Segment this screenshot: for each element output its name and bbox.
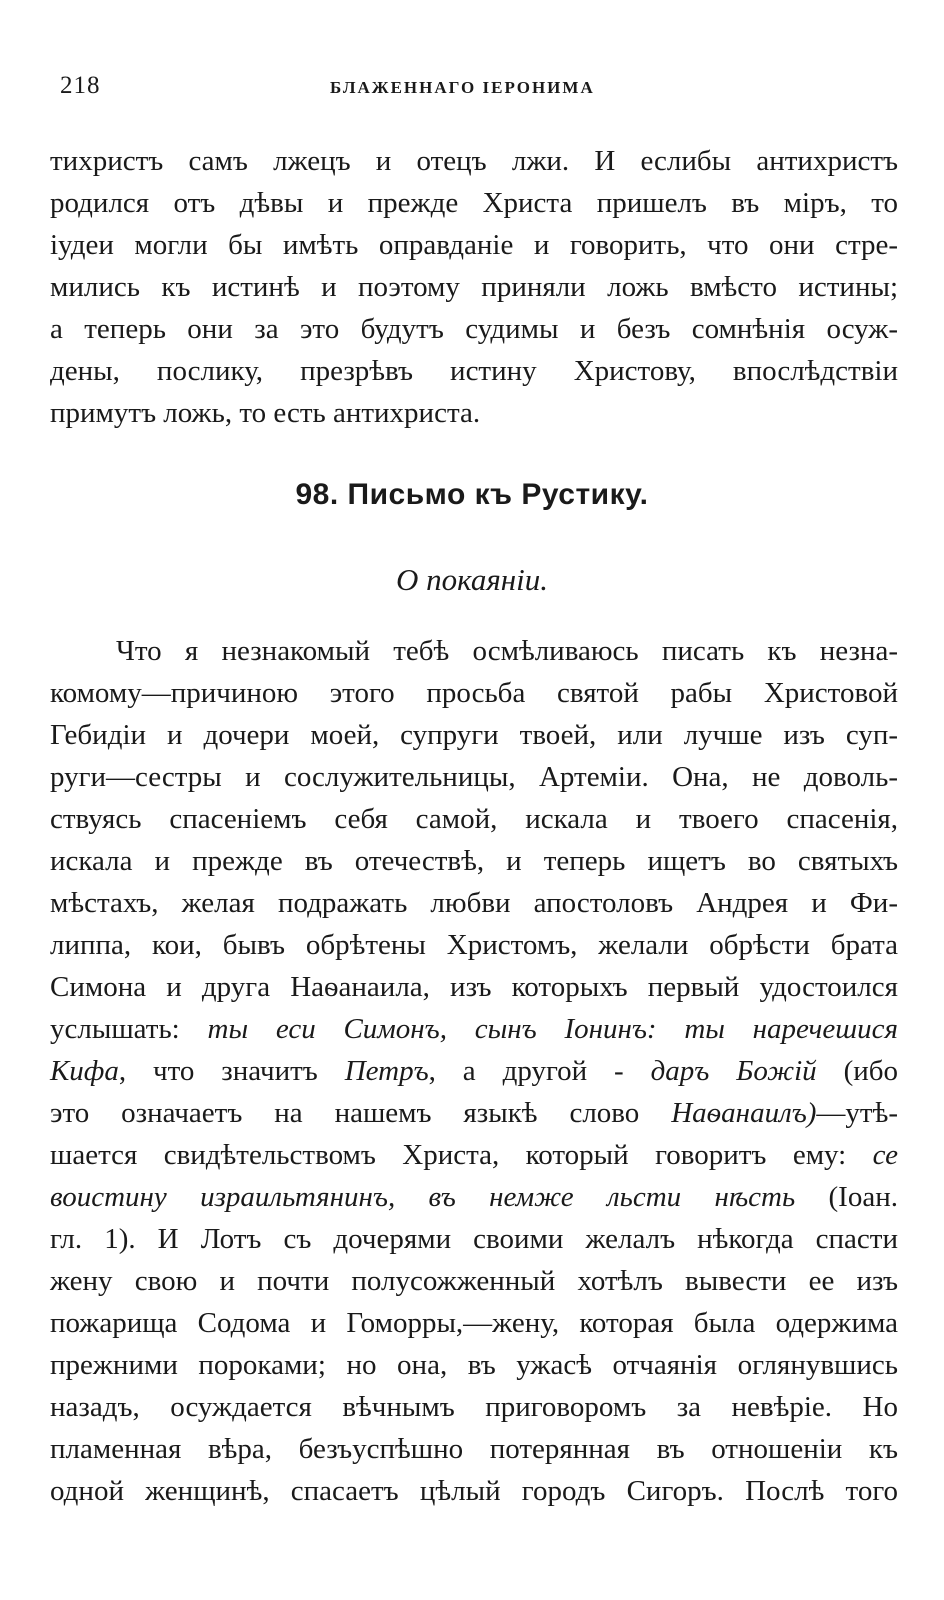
quotation: Наѳанаилъ) <box>671 1097 817 1129</box>
text-line: искала и прежде въ отечествѣ, и теперь ищетъ во святыхъ <box>50 845 898 877</box>
text-line <box>50 1092 898 1134</box>
text-line: комому—причиною этого просьба святой рабы Христовой <box>50 677 898 709</box>
text-run: (ибо <box>816 1055 899 1087</box>
text-line: Гебидіи и дочери моей, супруги твоей, или лучше изъ суп- <box>50 719 898 751</box>
running-head: БЛАЖЕННАГО ІЕРОНИМА <box>330 78 595 97</box>
text-run: , а другой - <box>428 1055 651 1087</box>
text-line: а теперь они за это будутъ судимы и безъ сомнѣнія осуж- <box>50 313 898 345</box>
text-run: это означаетъ на нашемъ языкѣ слово <box>50 1097 672 1129</box>
section-subtitle: О покаяніи. <box>395 562 549 597</box>
text-run: (Іоан. <box>795 1181 898 1213</box>
quotation: Кифа <box>50 1055 119 1087</box>
text-run: , что значитъ <box>118 1055 345 1087</box>
text-line: прежними пороками; но она, въ ужасѣ отчаянія оглянувшись <box>50 1349 898 1381</box>
text-line: мились къ истинѣ и поэтому приняли ложь вмѣсто истины; <box>50 271 898 303</box>
text-run: услышать: <box>50 1013 208 1045</box>
page-header <box>60 72 884 108</box>
quotation: ты еси Симонъ, сынъ Іонинъ: ты наречешися <box>207 1013 898 1045</box>
text-line: Что я незнакомый тебѣ осмѣливаюсь писать къ незна- <box>116 635 898 667</box>
text-line: назадъ, осуждается вѣчнымъ приговоромъ за невѣріе. Но <box>50 1391 898 1423</box>
text-line: одной женщинѣ, спасаетъ цѣлый городъ Сигоръ. Послѣ того <box>50 1475 898 1507</box>
text-line <box>50 1134 898 1176</box>
quotation: даръ Божій <box>650 1055 817 1087</box>
text-line: іудеи могли бы имѣть оправданіе и говорить, что они стре- <box>50 229 898 261</box>
quotation: воистину израильтянинъ, въ немже льсти нѣсть <box>50 1181 796 1213</box>
body-paragraph <box>50 630 898 1512</box>
text-line: примутъ ложь, то есть антихриста. <box>50 397 481 429</box>
text-line <box>50 1008 898 1050</box>
text-line: липпа, кои, бывъ обрѣтены Христомъ, желали обрѣсти брата <box>50 929 898 961</box>
text-run: шается свидѣтельствомъ Христа, который говоритъ ему: <box>50 1139 873 1171</box>
text-line <box>50 1050 898 1092</box>
text-line: тихристъ самъ лжецъ и отецъ лжи. И еслибы антихристъ <box>50 145 898 177</box>
text-line: пламенная вѣра, безъуспѣшно потерянная въ отношеніи къ <box>50 1433 898 1465</box>
text-line: пожарища Содома и Гоморры,—жену, которая была одержима <box>50 1307 898 1339</box>
section-heading: 98. Письмо къ Рустику. <box>295 478 649 511</box>
text-line: гл. 1). И Лотъ съ дочерями своими желалъ нѣкогда спасти <box>50 1223 898 1255</box>
quotation: Петръ <box>344 1055 429 1087</box>
text-line: родился отъ дѣвы и прежде Христа пришелъ въ міръ, то <box>50 187 898 219</box>
text-line: руги—сестры и сослужительницы, Артеміи. Она, не доволь- <box>50 761 898 793</box>
text-line: Симона и друга Наѳанаила, изъ которыхъ первый удостоился <box>50 971 898 1003</box>
text-line: мѣстахъ, желая подражать любви апостоловъ Андрея и Фи- <box>50 887 898 919</box>
quotation: се <box>872 1139 898 1171</box>
text-line: жену свою и почти полусожженный хотѣлъ вывести ее изъ <box>50 1265 898 1297</box>
text-line: ствуясь спасеніемъ себя самой, искала и твоего спасенія, <box>50 803 898 835</box>
text-line <box>50 1176 898 1218</box>
text-line: дены, послику, презрѣвъ истину Христову, впослѣдствіи <box>50 355 898 387</box>
continuation-paragraph <box>50 140 898 434</box>
page-number: 218 <box>60 72 101 99</box>
text-run: —утѣ- <box>816 1097 898 1129</box>
